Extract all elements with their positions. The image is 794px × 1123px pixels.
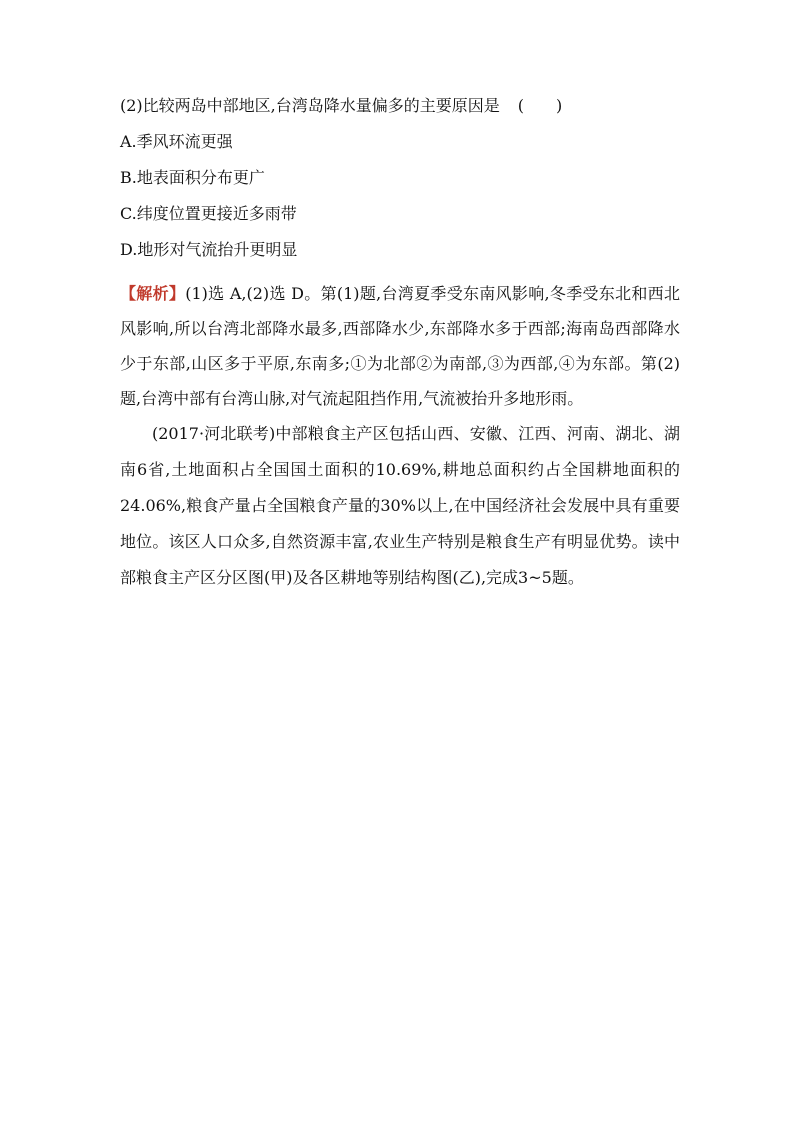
question-stem — [120, 96, 680, 116]
question-stem-text: (2)比较两岛中部地区,台湾岛降水量偏多的主要原因是 — [120, 96, 500, 115]
passage-paragraph: (2017·河北联考)中部粮食主产区包括山西、安徽、江西、河南、湖北、湖南6省,土地面积占全国国土面积的10.69%,耕地总面积约占全国耕地面积的24.06%,粮食产量占全国粮食产量的30%以上,在中国经济社会发展中具有重要地位。该区人口众多,自然资源丰富,农业生产特别是粮食生产有明显优势。读中部粮食主产区分区图(甲)及各区耕地等别结构图(乙),完成3~5题。 — [120, 424, 680, 587]
option-d: D.地形对气流抬升更明显 — [120, 240, 298, 259]
analysis-block — [120, 276, 680, 416]
document-page — [120, 96, 680, 596]
analysis-text: (1)选 A,(2)选 D。第(1)题,台湾夏季受东南风影响,冬季受东北和西北风影响,所以台湾北部降水最多,西部降水少,东部降水多于西部;海南岛西部降水少于东部,山区多于平原,东南多;①为北部②为南部,③为西部,④为东部。第(2)题,台湾中部有台湾山脉,对气流起阻挡作用,气流被抬升多地形雨。 — [120, 284, 680, 408]
analysis-tag: 【解析】 — [120, 284, 186, 303]
option-b: B.地表面积分布更广 — [120, 168, 265, 187]
option-a: A.季风环流更强 — [120, 132, 233, 151]
answer-parenthesis: ( ) — [517, 96, 563, 115]
option-c: C.纬度位置更接近多雨带 — [120, 204, 297, 223]
